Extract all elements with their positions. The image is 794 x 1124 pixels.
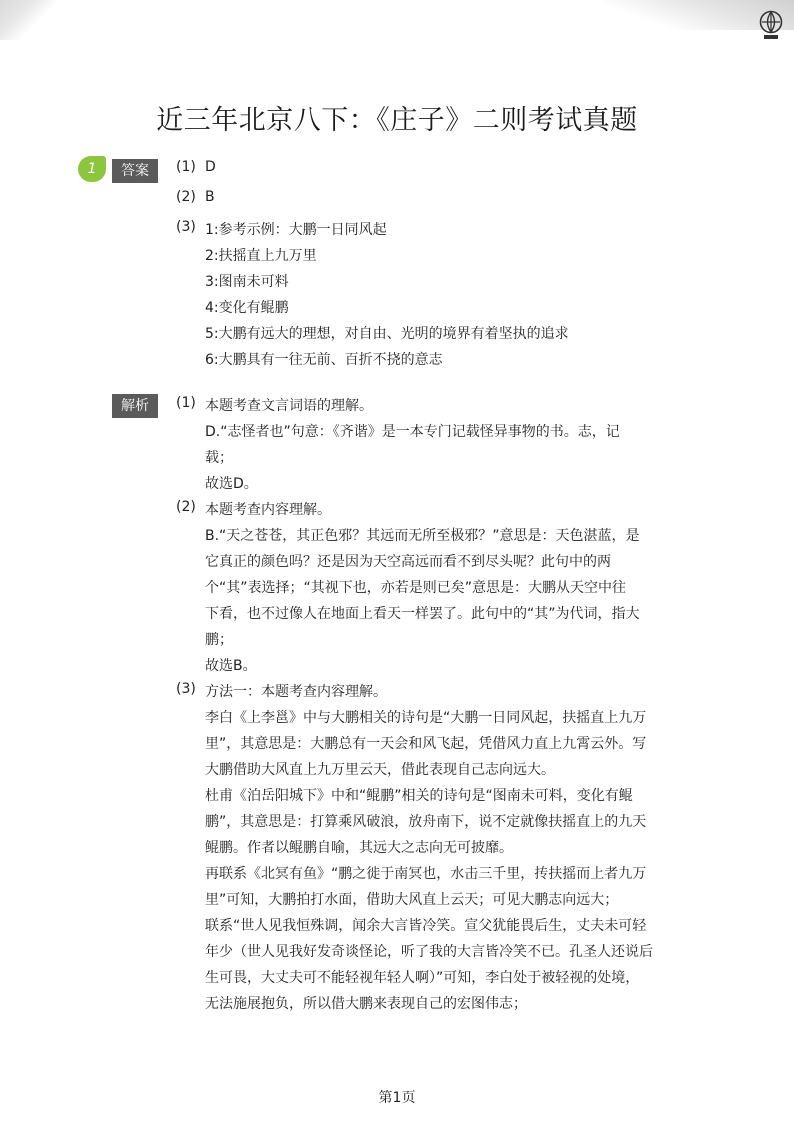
- analysis-line: 联系“世人见我恒殊调，闻余大言皆冷笑。宣父犹能畏后生，丈夫未可轻: [205, 918, 647, 934]
- answer-line: 2:扶摇直上九万里: [205, 248, 317, 264]
- analysis-line: B.“天之苍苍，其正色邪？其远而无所至极邪？”意思是：天色湛蓝，是: [205, 528, 640, 544]
- analysis-line: 无法施展抱负，所以借大鹏来表现自己的宏图伟志；: [205, 996, 527, 1012]
- answer-line: 4:变化有鲲鹏: [205, 300, 289, 316]
- analysis-line: 年少（世人见我好发奇谈怪论，听了我的大言皆冷笑不已。孔圣人还说后: [205, 944, 653, 960]
- analysis-item-number: (3): [176, 681, 196, 697]
- analysis-line: 李白《上李邕》中与大鹏相关的诗句是“大鹏一日同风起，扶摇直上九万: [205, 710, 647, 726]
- answer-label: 答案: [112, 159, 158, 183]
- analysis-line: 鹏；: [205, 632, 233, 648]
- analysis-line: 鲲鹏。作者以鲲鹏自喻，其远大之志向无可披靡。: [205, 840, 513, 856]
- analysis-line: 鹏”，其意思是：打算乘风破浪，放舟南下，说不定就像扶摇直上的九天: [205, 814, 647, 830]
- analysis-line: 生可畏，大丈夫可不能轻视年轻人啊）”可知，李白处于被轻视的处境，: [205, 970, 640, 986]
- analysis-line: 下看，也不过像人在地面上看天一样罢了。此句中的“其”为代词，指大: [205, 606, 640, 622]
- page-title: 近三年北京八下：《庄子》二则考试真题: [156, 105, 638, 136]
- question-number-badge: 1: [78, 156, 106, 182]
- analysis-line: 故选D。: [205, 476, 258, 492]
- answer-line: B: [205, 189, 215, 205]
- analysis-line: 方法一：本题考查内容理解。: [205, 684, 387, 700]
- answer-item-number: (2): [176, 189, 196, 205]
- answer-line: 6:大鹏具有一往无前、百折不挠的意志: [205, 352, 443, 368]
- analysis-line: 故选B。: [205, 658, 257, 674]
- analysis-line: 本题考查内容理解。: [205, 502, 331, 518]
- analysis-line: 载；: [205, 450, 233, 466]
- analysis-item-number: (1): [176, 395, 196, 411]
- answer-line: D: [205, 159, 216, 175]
- analysis-line: 里”可知，大鹏拍打水面，借助大风直上云天；可见大鹏志向远大；: [205, 892, 619, 908]
- analysis-line: 本题考查文言词语的理解。: [205, 398, 373, 414]
- corner-decoration-left: [0, 0, 60, 40]
- analysis-line: 杜甫《泊岳阳城下》中和“鲲鹏”相关的诗句是“图南未可料，变化有鲲: [205, 788, 633, 804]
- answer-line: 5:大鹏有远大的理想，对自由、光明的境界有着坚执的追求: [205, 326, 569, 342]
- answer-line: 1:参考示例：大鹏一日同风起: [205, 222, 387, 238]
- analysis-item-number: (2): [176, 499, 196, 515]
- publisher-logo-icon: [756, 8, 786, 42]
- analysis-line: 大鹏借助大风直上九万里云天，借此表现自己志向远大。: [205, 762, 555, 778]
- answer-item-number: (3): [176, 219, 196, 235]
- page-number: 第1页: [378, 1090, 416, 1106]
- analysis-line: 它真正的颜色吗？还是因为天空高远而看不到尽头呢？此句中的两: [205, 554, 611, 570]
- analysis-line: 再联系《北冥有鱼》“鹏之徙于南冥也，水击三千里，抟扶摇而上者九万: [205, 866, 647, 882]
- analysis-label: 解析: [112, 394, 158, 418]
- analysis-line: D.“志怪者也”句意：《齐谐》是一本专门记载怪异事物的书。志，记: [205, 424, 620, 440]
- analysis-line: 个“其”表选择；“其视下也，亦若是则已矣”意思是：大鹏从天空中往: [205, 580, 627, 596]
- answer-line: 3:图南未可料: [205, 274, 289, 290]
- answer-item-number: (1): [176, 159, 196, 175]
- analysis-line: 里”，其意思是：大鹏总有一天会和风飞起，凭借风力直上九霄云外。写: [205, 736, 647, 752]
